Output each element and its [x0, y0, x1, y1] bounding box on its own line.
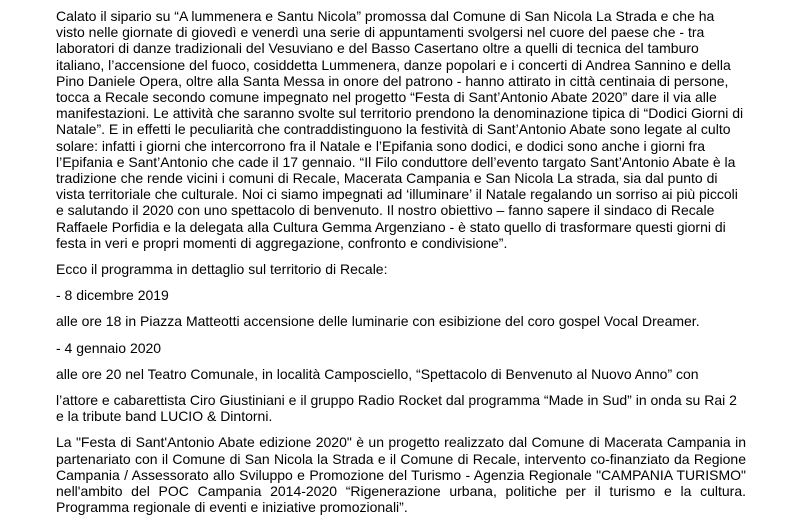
event-description-1: alle ore 18 in Piazza Matteotti accensione delle luminarie con esibizione del coro gospel Vocal Dreamer. — [56, 313, 700, 330]
program-heading: Ecco il programma in dettaglio sul territorio di Recale: — [56, 261, 388, 278]
event-date-2: - 4 gennaio 2020 — [56, 339, 162, 356]
intro-paragraph: Calato il sipario su “A lummenera e Santu Nicola” promossa dal Comune di San Nicola La Strada e che ha visto nelle giornate di giovedì e venerdì una serie di appuntamenti svolgersi nel cuore del paese che - tra laboratori di danze tradizionali del Vesuviano e del Basso Casertano oltre a quelli di tecnica del tamburo italiano, l’accensione del fuoco, cosiddetta Lummenera, danze popolari e i concerti di Andrea Sannino e della Pino Daniele Opera, oltre alla Santa Messa in onore del patrono - hanno attirato in città centinaia di persone, tocca a Recale secondo comune impegnato nel progetto “Festa di Sant’Antonio Abate 2020” dare il via alle manifestazioni. Le attività che saranno svolte sul territorio prendono la denominazione tipica di “Dodici Giorni di Natale”. E in effetti le peculiarità che contraddistinguono la festività di Sant’Antonio Abate sono legate al culto solare: infatti i giorni che intercorrono fra il Natale e l’Epifania sono dodici, e dodici sono anche i giorni fra l’Epifania e Sant’Antonio che cade il 17 gennaio. “Il Filo conduttore dell’evento targato Sant’Antonio Abate è la tradizione che rende vicini i comuni di Recale, Macerata Campania e San Nicola La strada, sia dal punto di vista territoriale che culturale. Noi ci siamo impegnati ad ‘illuminare’ il Natale regalando un sorriso ai più piccoli e salutando il 2020 con uno spettacolo di benvenuto. Il nostro obiettivo – fanno sapere il sindaco di Recale Raffaele Porfidia e la delegata alla Cultura Gemma Argenziano - è stato quello di trasformare questi giorni di festa in veri e propri momenti di aggregazione, confronto e condivisione”. — [56, 8, 744, 251]
article-body — [56, 8, 746, 525]
funding-paragraph: La "Festa di Sant'Antonio Abate edizione 2020" è un progetto realizzato dal Comune di Macerata Campania in partenariato con il Comune di San Nicola la Strada e il Comune di Recale, intervento co-finanziato da Regione Campania / Assessorato allo Sviluppo e Promozione del Turismo - Agenzia Regionale "CAMPANIA TURISMO" nell'ambito del POC Campania 2014-2020 “Rigenerazione urbana, politiche per il turismo e la cultura. Programma regionale di eventi e iniziative promozionali”. — [56, 434, 746, 516]
event-date-1: - 8 dicembre 2019 — [56, 287, 169, 304]
event-description-2: alle ore 20 nel Teatro Comunale, in località Camposciello, “Spettacolo di Benvenuto al Nuovo Anno” con — [56, 365, 699, 382]
event-description-2-continued: l’attore e cabarettista Ciro Giustiniani e il gruppo Radio Rocket dal programma “Made in Sud” in onda su Rai 2 e la tribute band LUCIO & Dintorni. — [56, 392, 737, 425]
